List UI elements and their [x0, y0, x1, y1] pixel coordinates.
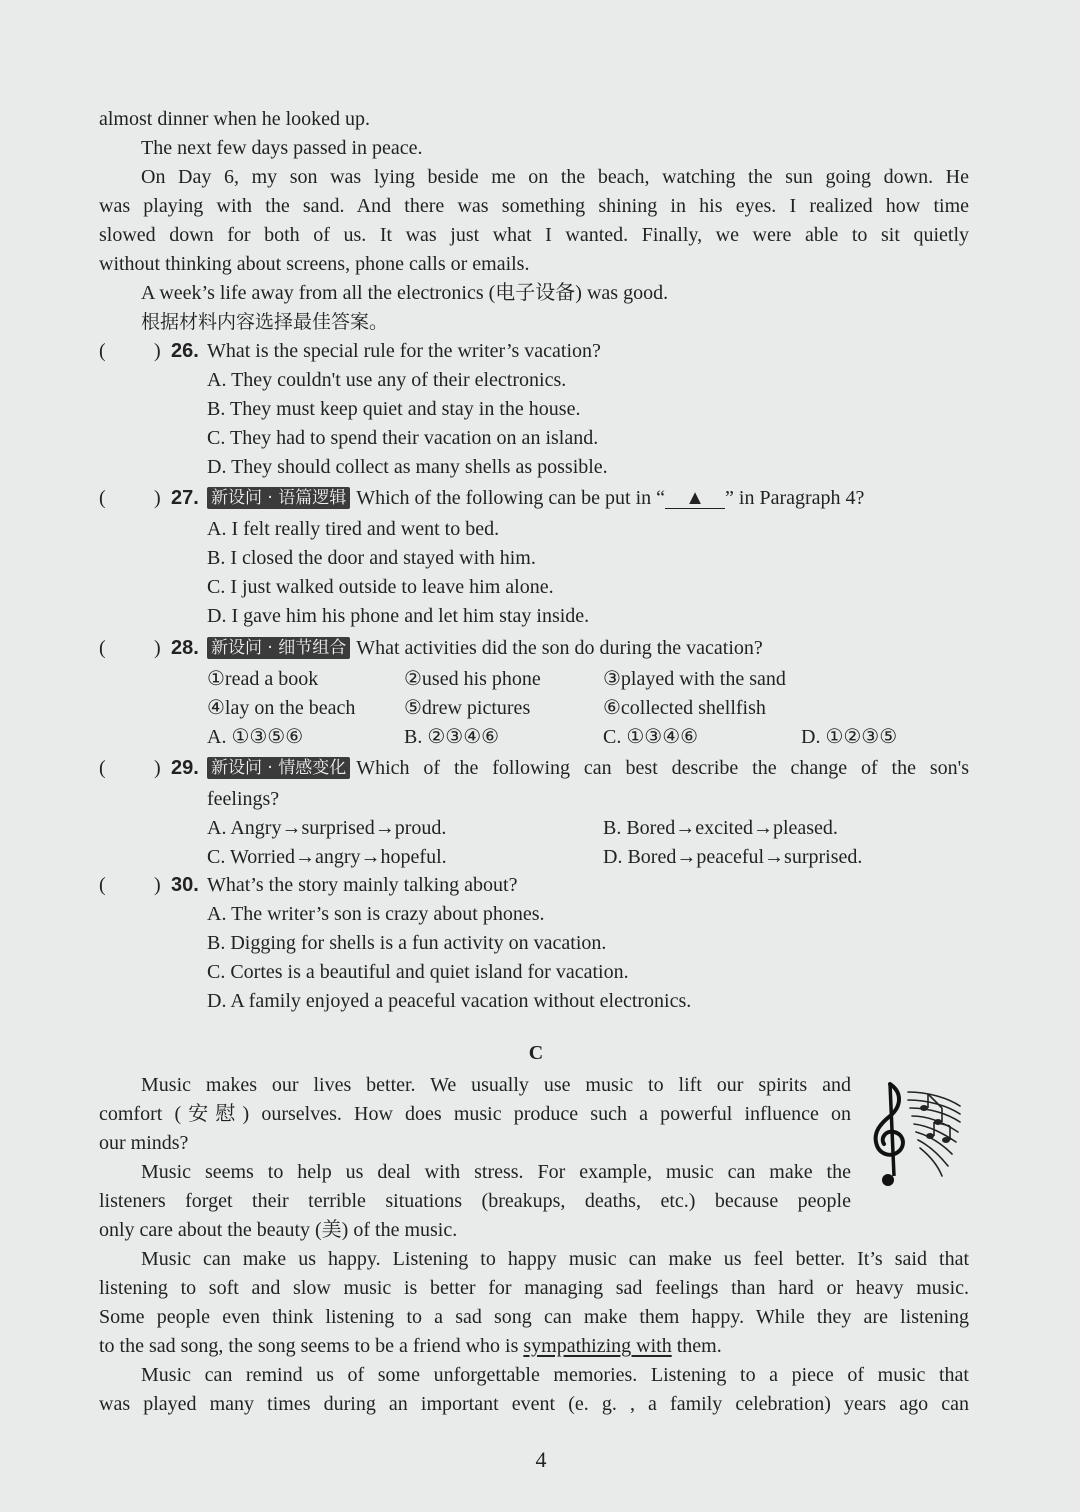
answer-bracket[interactable]: ( ): [99, 874, 161, 896]
option[interactable]: C. I just walked outside to leave him alone.: [207, 576, 554, 598]
passage-line: Some people even think listening to a sad song can make them happy. While they are listening: [99, 1306, 969, 1328]
passage-line: was playing with the sand. And there was something shining in his eyes. I realized how time: [99, 195, 969, 217]
question-text: ” in Paragraph 4?: [725, 487, 865, 509]
passage-line: was played many times during an important event (e. g. , a family celebration) years ago can: [99, 1393, 969, 1415]
question-number: 28.: [171, 637, 199, 659]
passage-line: slowed down for both of us. It was just what I wanted. Finally, we were able to sit quietly: [99, 224, 969, 246]
answer-bracket[interactable]: ( ): [99, 340, 161, 362]
answer-bracket[interactable]: ( ): [99, 487, 161, 509]
passage-line: A week’s life away from all the electronics (电子设备) was good.: [141, 282, 669, 304]
instruction: 根据材料内容选择最佳答案。: [141, 311, 389, 333]
passage-line: Music makes our lives better. We usually use music to lift our spirits and: [141, 1074, 851, 1096]
option[interactable]: C. Worried→angry→hopeful.: [207, 846, 447, 868]
activity-item: ⑥collected shellfish: [603, 697, 766, 719]
option[interactable]: D. I gave him his phone and let him stay inside.: [207, 605, 590, 627]
passage-line: comfort (安慰) ourselves. How does music produce such a powerful influence on: [99, 1103, 851, 1125]
option[interactable]: A. They couldn't use any of their electronics.: [207, 369, 567, 391]
question-number: 29.: [171, 757, 199, 779]
activity-item: ②used his phone: [404, 668, 541, 690]
option[interactable]: C. They had to spend their vacation on an island.: [207, 427, 599, 449]
section-heading: C: [528, 1042, 544, 1064]
question-type-tag: 新设问 · 语篇逻辑: [207, 487, 350, 509]
question-text: What activities did the son do during the vacation?: [356, 637, 763, 659]
answer-bracket[interactable]: ( ): [99, 637, 161, 659]
activity-item: ①read a book: [207, 668, 319, 690]
underlined-phrase: sympathizing with: [523, 1335, 672, 1357]
passage-line: Music seems to help us deal with stress. For example, music can make the: [141, 1161, 851, 1183]
passage-line: On Day 6, my son was lying beside me on the beach, watching the sun going down. He: [141, 166, 969, 188]
passage-line: to the sad song, the song seems to be a friend who is sympathizing with them.: [99, 1335, 722, 1357]
passage-line: only care about the beauty (美) of the music.: [99, 1219, 458, 1241]
passage-line: listening to soft and slow music is better for managing sad feelings than hard or heavy music.: [99, 1277, 969, 1299]
question-text: Which of the following can be put in “: [356, 487, 666, 509]
question-type-tag: 新设问 · 情感变化: [207, 757, 350, 779]
page-number: 4: [535, 1447, 547, 1472]
option[interactable]: A. ①③⑤⑥: [207, 726, 304, 748]
answer-bracket[interactable]: ( ): [99, 757, 161, 779]
option[interactable]: A. Angry→surprised→proud.: [207, 817, 447, 839]
question-text: What is the special rule for the writer’s vacation?: [207, 340, 601, 362]
question-text-cont: feelings?: [207, 788, 280, 810]
question-number: 26.: [171, 340, 199, 362]
option[interactable]: A. I felt really tired and went to bed.: [207, 518, 500, 540]
passage-line: our minds?: [99, 1132, 189, 1154]
option[interactable]: B. ②③④⑥: [404, 726, 500, 748]
question-type-tag: 新设问 · 细节组合: [207, 637, 350, 659]
option[interactable]: C. ①③④⑥: [603, 726, 699, 748]
passage-line: without thinking about screens, phone calls or emails.: [99, 253, 530, 275]
blank-marker: ▲: [665, 488, 725, 509]
option[interactable]: B. Digging for shells is a fun activity on vacation.: [207, 932, 607, 954]
passage-line: Music can make us happy. Listening to happy music can make us feel better. It’s said that: [141, 1248, 969, 1270]
option[interactable]: D. A family enjoyed a peaceful vacation without electronics.: [207, 990, 692, 1012]
question-number: 27.: [171, 487, 199, 509]
activity-item: ④lay on the beach: [207, 697, 356, 719]
passage-line: almost dinner when he looked up.: [99, 108, 371, 130]
option[interactable]: D. They should collect as many shells as possible.: [207, 456, 608, 478]
activity-item: ⑤drew pictures: [404, 697, 531, 719]
option[interactable]: B. They must keep quiet and stay in the house.: [207, 398, 581, 420]
passage-line: Music can remind us of some unforgettable memories. Listening to a piece of music that: [141, 1364, 969, 1386]
activity-item: ③played with the sand: [603, 668, 786, 690]
passage-line: listeners forget their terrible situations (breakups, deaths, etc.) because people: [99, 1190, 851, 1212]
passage-line: The next few days passed in peace.: [141, 137, 423, 159]
music-notes-icon: [868, 1078, 968, 1194]
option[interactable]: D. ①②③⑤: [801, 726, 898, 748]
question-number: 30.: [171, 874, 199, 896]
option[interactable]: A. The writer’s son is crazy about phones.: [207, 903, 545, 925]
option[interactable]: C. Cortes is a beautiful and quiet island for vacation.: [207, 961, 629, 983]
option[interactable]: B. I closed the door and stayed with him.: [207, 547, 536, 569]
question-text: Which of the following can best describe the change of the son's: [356, 757, 969, 779]
option[interactable]: B. Bored→excited→pleased.: [603, 817, 838, 839]
question-text: What’s the story mainly talking about?: [207, 874, 518, 896]
option[interactable]: D. Bored→peaceful→surprised.: [603, 846, 863, 868]
